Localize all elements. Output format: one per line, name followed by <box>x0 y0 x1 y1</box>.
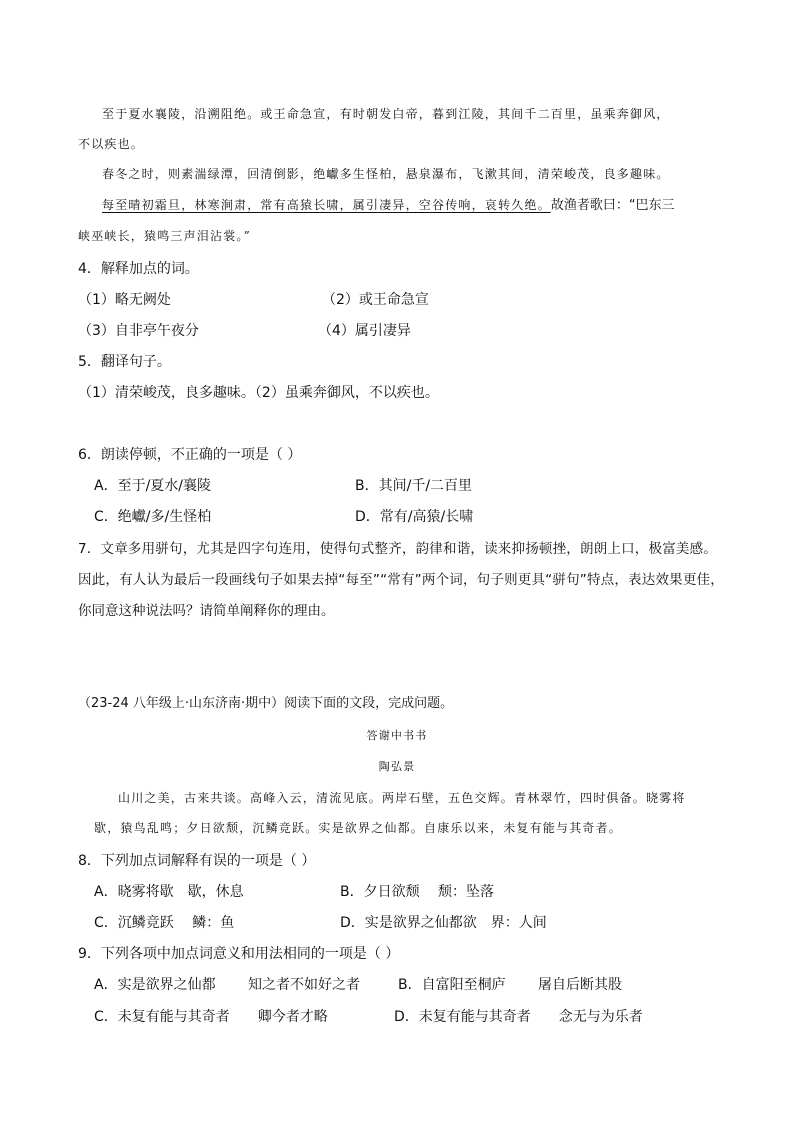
passage1-line3: 春冬之时，则素湍绿潭，回清倒影，绝巘多生怪柏，悬泉瀑布，飞漱其间，清荣峻茂，良多趣味。 <box>102 167 670 181</box>
passage2-title: 答谢中书书 <box>366 729 428 742</box>
q9-option-a: A．实是欲界之仙都 知之者不如好之者 <box>94 977 361 993</box>
passage1-line2: 不以疾也。 <box>78 137 145 151</box>
q7-line3: 你同意这种说法吗？请简单阐释你的理由。 <box>78 603 335 619</box>
underlined-sentence: 每至晴初霜旦，林寒涧肃，常有高猿长啸，属引凄异，空谷传响，哀转久绝。 <box>102 198 551 212</box>
q6-title: 6．朗读停顿，不正确的一项是（ ） <box>78 447 302 463</box>
q4-title: 4．解释加点的词。 <box>78 261 199 277</box>
q8-option-c: C．沉鳞竞跃 鳞：鱼 <box>94 915 235 931</box>
q4-item-3: （3）自非亭午夜分 <box>78 323 199 339</box>
q8-option-b: B．夕日欲颓 颓：坠落 <box>340 884 495 900</box>
q6-option-c: C．绝巘/多/生怪柏 <box>94 509 212 525</box>
passage1-line4 <box>102 196 675 215</box>
passage2-author: 陶弘景 <box>378 760 416 773</box>
q5-title: 5．翻译句子。 <box>78 354 171 370</box>
q4-item-1: （1）略无阙处 <box>78 292 171 308</box>
q7-line2: 因此，有人认为最后一段画线句子如果去掉“每至”“常有”两个词，句子则更具“骈句”特点，表达效果更佳， <box>78 572 724 588</box>
q4-item-2: （2）或王命急宣 <box>322 292 429 308</box>
q8-title: 8．下列加点词解释有误的一项是（ ） <box>78 853 316 869</box>
q9-title: 9．下列各项中加点词意义和用法相同的一项是（ ） <box>78 946 400 962</box>
passage1-line1: 至于夏水襄陵，沿溯阻绝。或王命急宣，有时朝发白帝，暮到江陵，其间千二百里，虽乘奔御风， <box>102 107 670 121</box>
q6-option-b: B．其间/千/二百里 <box>355 478 473 494</box>
q8-option-a: A．晓雾将歇 歇，休息 <box>94 884 244 900</box>
q9-option-c: C．未复有能与其奇者 卿今者才略 <box>94 1009 328 1025</box>
passage2-line2: 歇，猿鸟乱鸣；夕日欲颓，沉鳞竞跃。实是欲界之仙都。自康乐以来，未复有能与其奇者。 <box>94 821 623 835</box>
q7-line1: 7．文章多用骈句，尤其是四字句连用，使得句式整齐，韵律和谐，读来抑扬顿挫，朗朗上口，极富美感。 <box>78 541 717 557</box>
passage1-line5: 峡巫峡长，猿鸣三声泪沾裳。” <box>78 229 251 243</box>
q9-option-d: D．未复有能与其奇者 念无与为乐者 <box>394 1009 643 1025</box>
q5-sentences: （1）清荣峻茂，良多趣味。（2）虽乘奔御风，不以疾也。 <box>78 385 439 401</box>
q8-option-d: D．实是欲界之仙都欲 界：人间 <box>340 915 547 931</box>
passage2-line1: 山川之美，古来共谈。高峰入云，清流见底。两岸石壁，五色交辉。青林翠竹，四时俱备。晓雾将 <box>118 791 686 805</box>
passage1-line4-rest: 故渔者歌曰：“巴东三 <box>550 198 675 213</box>
q9-option-b: B．自富阳至桐庐 屠自后断其股 <box>398 977 623 993</box>
q6-option-d: D．常有/高猿/长啸 <box>355 509 474 525</box>
q6-option-a: A．至于/夏水/襄陵 <box>94 478 212 494</box>
section2-intro: （23-24 八年级上·山东济南·期中）阅读下面的文段，完成问题。 <box>78 696 454 711</box>
q4-item-4: （4）属引凄异 <box>318 323 411 339</box>
